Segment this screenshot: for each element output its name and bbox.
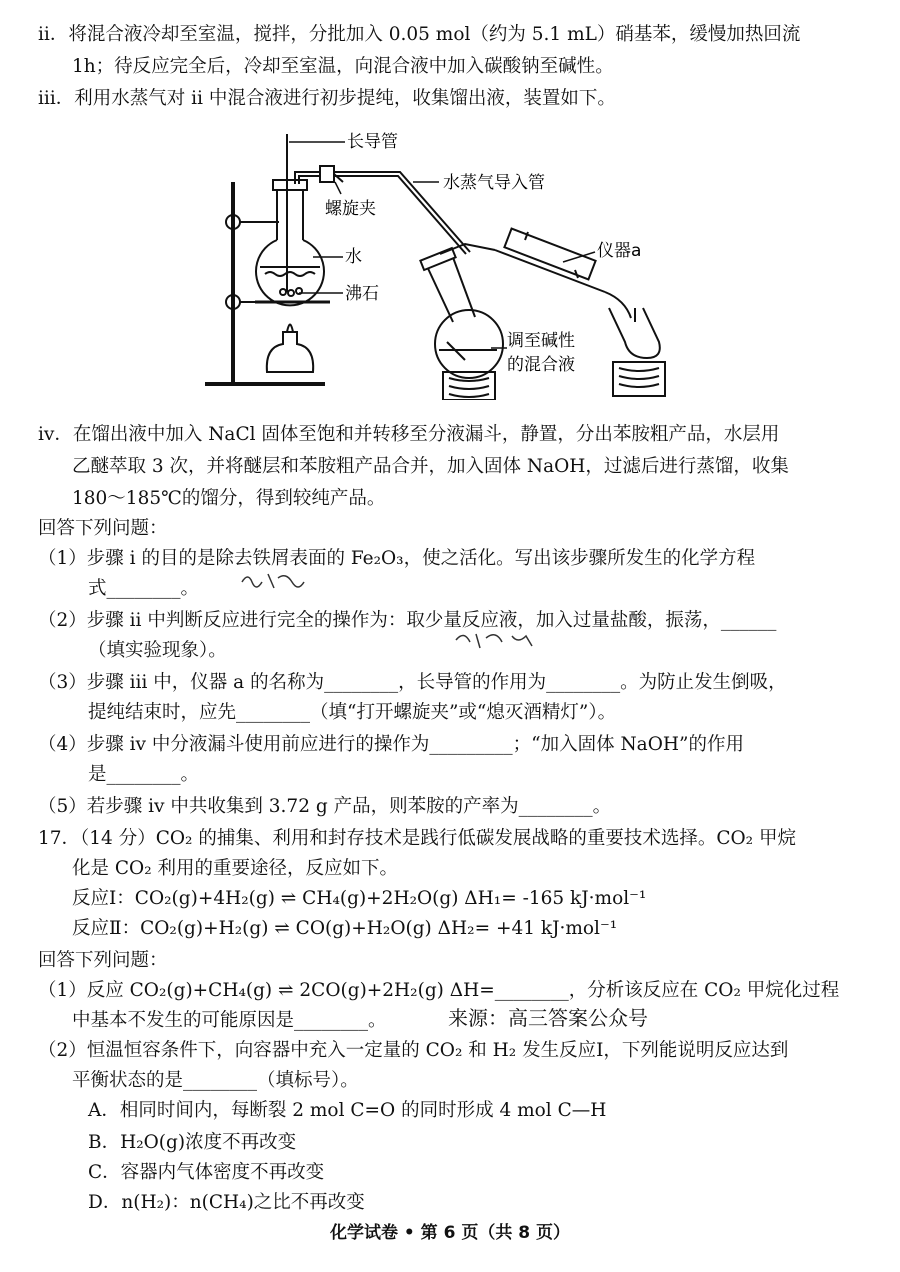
text-line: 化是 CO₂ 利用的重要途径，反应如下。: [72, 858, 399, 879]
label-long-tube: 长导管: [347, 132, 398, 152]
text-line: （填实验现象）。: [88, 640, 227, 661]
question-17-1: （1）反应 CO₂(g)+CH₄(g) ⇌ 2CO(g)+2H₂(g) ΔH=________，分析该反应在 CO₂ 甲烷化过程: [38, 980, 840, 1001]
text-line: 平衡状态的是________（填标号）。: [72, 1070, 359, 1091]
text-line: ⅳ．在馏出液中加入 NaCl 固体至饱和并转移至分液漏斗，静置，分出苯胺粗产品，水层用: [38, 424, 780, 445]
option-a: A．相同时间内，每断裂 2 mol C=O 的同时形成 4 mol C—H: [88, 1100, 607, 1121]
text-line: 提纯结束时，应先________（填“打开螺旋夹”或“熄灭酒精灯”）。: [88, 702, 617, 723]
text-line: 180～185℃的馏分，得到较纯产品。: [72, 488, 386, 509]
label-mixture-line1: 调至碱性: [507, 331, 575, 351]
text-line: 乙醚萃取 3 次，并将醚层和苯胺粗产品合并，加入固体 NaOH，过滤后进行蒸馏，收集: [72, 456, 789, 477]
reaction-1: 反应Ⅰ：CO₂(g)+4H₂(g) ⇌ CH₄(g)+2H₂O(g) ΔH₁= -165 kJ·mol⁻¹: [72, 888, 647, 909]
option-d: D．n(H₂)：n(CH₄)之比不再改变: [88, 1192, 365, 1213]
label-water: 水: [345, 247, 362, 267]
text-line: 式________。: [88, 578, 200, 599]
text-line: 回答下列问题：: [38, 518, 168, 539]
text-line: ⅱ．将混合液冷却至室温，搅拌，分批加入 0.05 mol（约为 5.1 mL）硝基苯，缓慢加热回流: [38, 24, 801, 45]
label-instrument-a: 仪器a: [597, 241, 642, 261]
label-mixture-line2: 的混合液: [507, 355, 575, 375]
steam-distillation-apparatus: [195, 122, 695, 400]
text-line: 是________。: [88, 764, 200, 785]
question-3: （3）步骤 ⅲ 中，仪器 a 的名称为________，长导管的作用为________。为防止发生倒吸，: [38, 672, 787, 693]
label-boiling-stone: 沸石: [345, 284, 379, 304]
text-line: 1h；待反应完全后，冷却至室温，向混合液中加入碳酸钠至碱性。: [72, 56, 614, 77]
question-1: （1）步骤 ⅰ 的目的是除去铁屑表面的 Fe₂O₃，使之活化。写出该步骤所发生的化学方程: [38, 548, 756, 569]
question-2: （2）步骤 ⅱ 中判断反应进行完全的操作为：取少量反应液，加入过量盐酸，振荡，______: [38, 610, 777, 631]
label-screw-clamp: 螺旋夹: [325, 199, 376, 219]
text-line: ⅲ．利用水蒸气对 ⅱ 中混合液进行初步提纯，收集馏出液，装置如下。: [38, 88, 616, 109]
option-b: B．H₂O(g)浓度不再改变: [88, 1132, 297, 1153]
question-17-2: （2）恒温恒容条件下，向容器中充入一定量的 CO₂ 和 H₂ 发生反应Ⅰ，下列能说明反应达到: [38, 1040, 789, 1061]
question-17: 17．（14 分）CO₂ 的捕集、利用和封存技术是践行低碳发展战略的重要技术选择。CO₂ 甲烷: [38, 828, 796, 849]
handwritten-scribble: [452, 628, 542, 652]
handwritten-scribble: [238, 568, 318, 594]
text-line: 中基本不发生的可能原因是________。: [72, 1010, 387, 1031]
page-footer: 化学试卷 • 第 6 页（共 8 页）: [329, 1223, 571, 1243]
text-line: 回答下列问题：: [38, 950, 168, 971]
reaction-2: 反应Ⅱ：CO₂(g)+H₂(g) ⇌ CO(g)+H₂O(g) ΔH₂= +41 kJ·mol⁻¹: [72, 918, 618, 939]
question-4: （4）步骤 ⅳ 中分液漏斗使用前应进行的操作为_________；“加入固体 NaOH”的作用: [38, 734, 744, 755]
question-5: （5）若步骤 ⅳ 中共收集到 3.72 g 产品，则苯胺的产率为________。: [38, 796, 612, 817]
watermark-text: 来源：高三答案公众号: [448, 1006, 648, 1030]
option-c: C．容器内气体密度不再改变: [88, 1162, 325, 1183]
label-steam-tube: 水蒸气导入管: [443, 173, 545, 193]
